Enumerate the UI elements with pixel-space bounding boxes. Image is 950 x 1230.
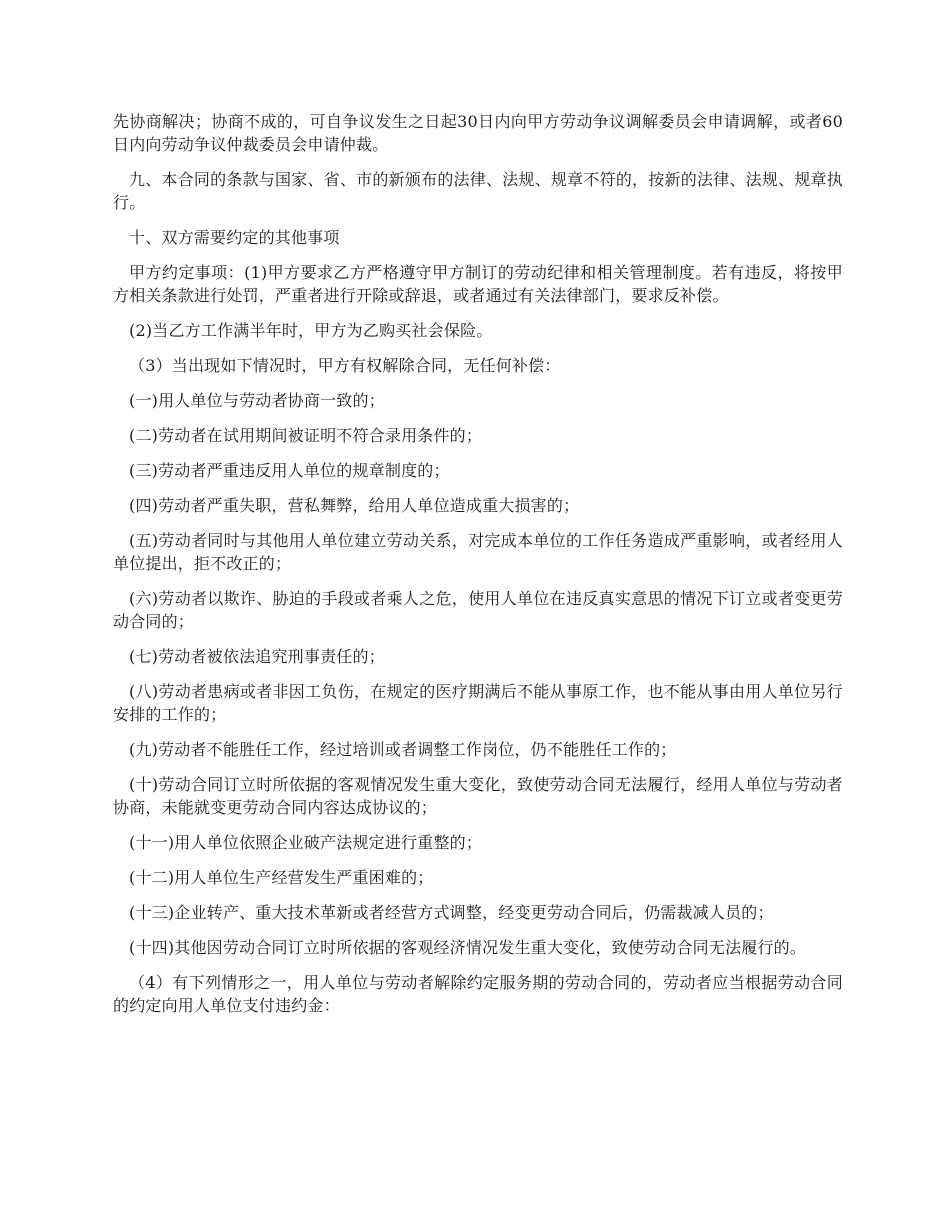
paragraph-termination-intro: （3）当出现如下情况时，甲方有权解除合同，无任何补偿： xyxy=(129,356,561,375)
paragraph-party-a-terms: 甲方约定事项：(1)甲方要求乙方严格遵守甲方制订的劳动纪律和相关管理制度。若有违反，将按甲方相关条款进行处罚，严重者进行开除或辞退，或者通过有关法律部门，要求反补偿。 xyxy=(113,263,843,305)
list-item-10: (十)劳动合同订立时所依据的客观情况发生重大变化，致使劳动合同无法履行，经用人单位与劳动者协商，未能就变更劳动合同内容达成协议的； xyxy=(113,775,843,817)
list-item-12: (十二)用人单位生产经营发生严重困难的； xyxy=(129,868,434,887)
paragraph-clause-9: 九、本合同的条款与国家、省、市的新颁布的法律、法规、规章不符的，按新的法律、法规、规章执行。 xyxy=(113,170,843,212)
list-item-5: (五)劳动者同时与其他用人单位建立劳动关系，对完成本单位的工作任务造成严重影响，或者经用人单位提出，拒不改正的； xyxy=(113,531,843,573)
list-item-6: (六)劳动者以欺诈、胁迫的手段或者乘人之危，使用人单位在违反真实意思的情况下订立或者变更劳动合同的； xyxy=(113,589,843,631)
list-item-7: (七)劳动者被依法追究刑事责任的； xyxy=(129,647,385,666)
paragraph-clause-10-heading: 十、双方需要约定的其他事项 xyxy=(129,228,340,247)
list-item-1: (一)用人单位与劳动者协商一致的； xyxy=(129,391,385,410)
list-item-8: (八)劳动者患病或者非因工负伤，在规定的医疗期满后不能从事原工作，也不能从事由用人单位另行安排的工作的； xyxy=(113,682,843,724)
list-item-4: (四)劳动者严重失职，营私舞弊，给用人单位造成重大损害的； xyxy=(129,496,580,515)
document-page xyxy=(113,110,843,1029)
paragraph-social-insurance: (2)当乙方工作满半年时，甲方为乙购买社会保险。 xyxy=(129,321,493,340)
paragraph-penalty-intro: （4）有下列情形之一，用人单位与劳动者解除约定服务期的劳动合同的，劳动者应当根据劳动合同的约定向用人单位支付违约金： xyxy=(113,973,843,1015)
list-item-2: (二)劳动者在试用期间被证明不符合录用条件的； xyxy=(129,426,483,445)
list-item-14: (十四)其他因劳动合同订立时所依据的客观经济情况发生重大变化，致使劳动合同无法履行的。 xyxy=(129,938,807,957)
list-item-13: (十三)企业转产、重大技术革新或者经营方式调整，经变更劳动合同后，仍需裁减人员的； xyxy=(129,903,774,922)
list-item-11: (十一)用人单位依照企业破产法规定进行重整的； xyxy=(129,833,483,852)
paragraph-dispute-resolution: 先协商解决；协商不成的，可自争议发生之日起30日内向甲方劳动争议调解委员会申请调解，或者60日内向劳动争议仲裁委员会申请仲裁。 xyxy=(113,112,843,154)
list-item-9: (九)劳动者不能胜任工作，经过培训或者调整工作岗位，仍不能胜任工作的； xyxy=(129,740,677,759)
list-item-3: (三)劳动者严重违反用人单位的规章制度的； xyxy=(129,461,450,480)
